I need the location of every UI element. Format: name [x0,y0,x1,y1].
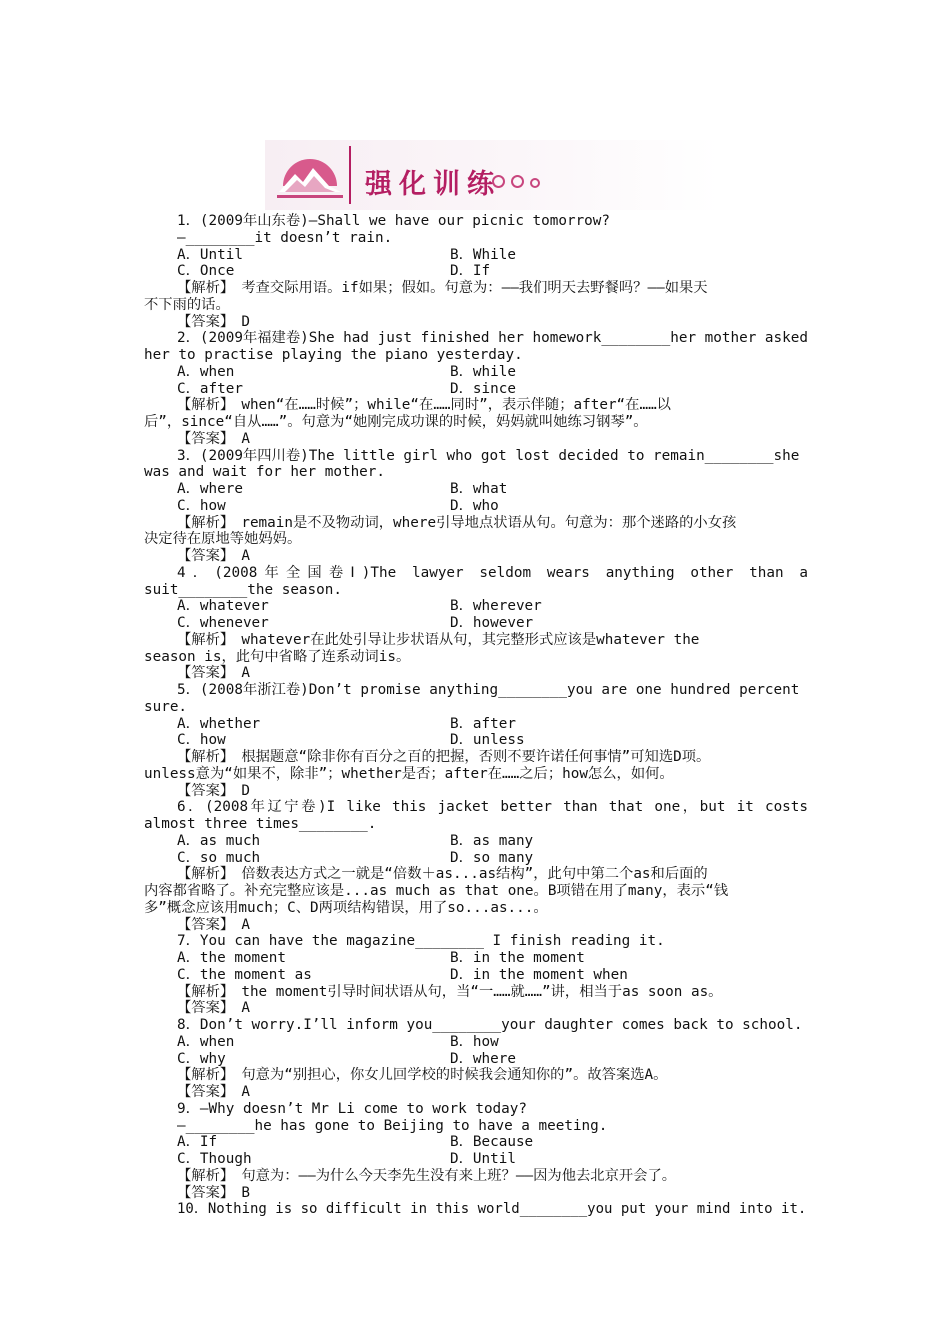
explanation: 【解析】 根据题意“除非你有百分之百的把握，否则不要许诺任何事情”可知选D项。 [177,749,711,765]
explanation-cont: 内容都省略了。补充完整应该是...as much as that one。B项错在用了many，表示“钱 [144,883,729,899]
question-line: —________he has gone to Beijing to have a meeting. [177,1117,608,1134]
option-c: C．Once [177,263,235,280]
explanation: 【解析】 句意为“别担心，你女儿回学校的时候我会通知你的”。故答案选A。 [177,1067,668,1084]
option-c: C．after [177,380,243,397]
question-stem-cont: her to practise playing the piano yesterday. [144,347,523,363]
exercise-content [144,213,808,1218]
answer: 【答案】 A [177,548,250,564]
option-b: B．wherever [450,598,542,615]
mountain-sun-logo-icon [277,152,343,202]
question-stem: 6．(2008年辽宁卷)I like this jacket better than that one，but it costs [177,799,808,816]
option-d: D．where [450,1050,516,1067]
question-line: —________it doesn’t rain. [177,229,393,246]
option-b: B．what [450,481,508,497]
option-b: B．in the moment [450,950,585,966]
option-a: A．whether [177,715,261,732]
explanation: 【解析】 the moment引导时间状语从句，当“一……就……”讲，相当于as soon as。 [177,983,723,1000]
explanation-cont: 多”概念应该用much；C、D两项结构错误，用了so...as...。 [144,899,548,916]
explanation: 【解析】 whatever在此处引导让步状语从句，其完整形式应该是whatever the [177,631,700,648]
options-row [144,498,808,515]
option-d: D．in the moment when [450,966,628,983]
explanation: 【解析】 remain是不及物动词，where引导地点状语从句。句意为：那个迷路的小女孩 [177,514,737,531]
question-stem-cont: suit________the season. [144,581,342,598]
answer: 【答案】 A [177,1000,250,1017]
options-row [144,247,808,264]
option-c: C．how [177,497,226,514]
options-row [144,615,808,632]
question-stem: 5．(2008年浙江卷)Don’t promise anything________you are one hundred percent [177,682,800,698]
question-stem: 4．(2008年全国卷Ⅰ)The lawyer seldom wears anything other than a [177,564,808,581]
option-a: A．whatever [177,598,269,615]
section-banner [265,140,720,210]
explanation: 【解析】 when“在……时候”；while“在……同时”，表示伴随；after“在……以 [177,397,671,414]
options-row [144,1134,808,1151]
option-c: C．whenever [177,615,269,631]
option-c: C．how [177,732,226,749]
option-a: A．the moment [177,950,286,966]
options-row [144,716,808,733]
option-b: B．as many [450,832,534,849]
option-d: D．unless [450,732,525,749]
option-a: A．Until [177,246,243,263]
options-row [144,1034,808,1051]
explanation: 【解析】 考查交际用语。if如果；假如。句意为：——我们明天去野餐吗？——如果天 [177,280,708,296]
options-row [144,850,808,867]
option-c: C．Though [177,1151,252,1167]
explanation: 【解析】 倍数表达方式之一就是“倍数＋as...as结构”，此句中第二个as和后面的 [177,866,708,883]
answer: 【答案】 D [177,313,250,330]
explanation-cont: 决定待在原地等她妈妈。 [144,531,302,548]
question-stem-cont: sure. [144,698,188,715]
option-a: A．where [177,481,243,497]
question-stem: 2．(2009年福建卷)She had just finished her homework________her mother asked [177,330,808,347]
option-b: B．after [450,715,516,732]
answer: 【答案】 A [177,1084,250,1100]
option-d: D．If [450,263,491,280]
option-b: B．while [450,363,516,380]
options-row [144,481,808,498]
question-stem: 8．Don’t worry.I’ll inform you________your daughter comes back to school. [177,1017,803,1033]
option-c: C．the moment as [177,966,312,983]
option-b: B．Because [450,1134,534,1151]
option-c: C．why [177,1050,226,1067]
options-row [144,381,808,398]
explanation-cont: unless意为“如果不，除非”；whether是否；after在……之后；how怎么，如何。 [144,765,674,782]
options-row [144,967,808,984]
option-a: A．when [177,363,235,380]
answer: 【答案】 D [177,782,250,799]
option-b: B．how [450,1033,499,1050]
option-b: B．While [450,246,516,263]
question-stem: 7．You can have the magazine________ I finish reading it. [177,933,665,950]
options-row [144,732,808,749]
question-stem: 3．(2009年四川卷)The little girl who got lost decided to remain________she [177,447,800,464]
explanation-cont: season is，此句中省略了连系动词is。 [144,648,411,665]
explanation-cont: 后”，since“自从……”。句意为“她刚完成功课的时候，妈妈就叫她练习钢琴”。 [144,414,648,430]
banner-divider [349,146,351,204]
options-row [144,263,808,280]
option-a: A．when [177,1033,235,1050]
option-d: D．since [450,380,516,397]
options-row [144,1151,808,1168]
option-d: D．Until [450,1151,516,1167]
banner-title: 强化训练 [365,169,501,200]
question-stem: 1．(2009年山东卷)—Shall we have our picnic tomorrow? [177,213,610,229]
explanation-cont: 不下雨的话。 [144,296,230,313]
option-d: D．who [450,497,499,514]
answer: 【答案】 A [177,430,250,447]
banner-circles-icon [492,173,546,192]
question-stem: 9．—Why doesn’t Mr Li come to work today? [177,1100,527,1117]
option-d: D．so many [450,849,534,866]
explanation: 【解析】 句意为：——为什么今天李先生没有来上班？——因为他去北京开会了。 [177,1167,677,1184]
option-c: C．so much [177,849,261,866]
options-row [144,950,808,967]
answer: 【答案】 B [177,1184,250,1201]
options-row [144,364,808,381]
option-a: A．as much [177,832,261,849]
question-stem: 10．Nothing is so difficult in this world________you put your mind into it. [177,1201,807,1218]
question-stem-cont: almost three times________. [144,816,377,832]
options-row [144,1051,808,1068]
options-row [144,598,808,615]
answer: 【答案】 A [177,665,250,682]
option-a: A．If [177,1134,218,1151]
question-stem-cont: was and wait for her mother. [144,464,386,481]
option-d: D．however [450,615,534,631]
options-row [144,833,808,850]
answer: 【答案】 A [177,916,250,933]
